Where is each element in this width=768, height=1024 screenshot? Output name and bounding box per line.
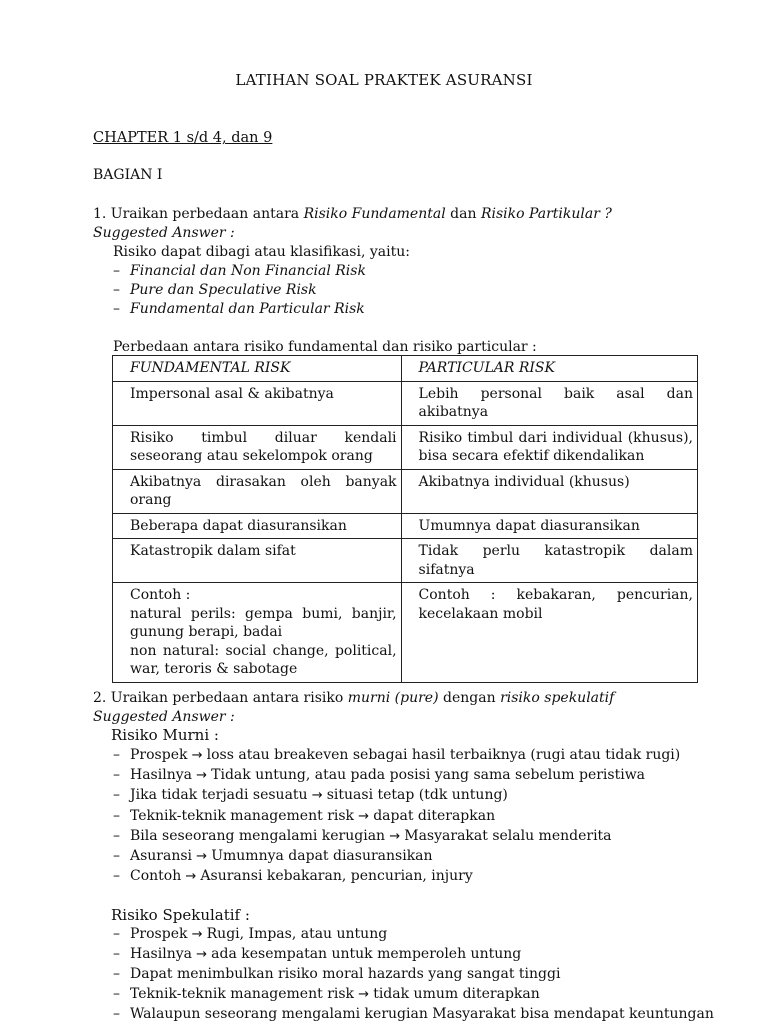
list-item xyxy=(0,746,768,765)
table-row xyxy=(113,513,698,539)
list-item-text xyxy=(130,867,473,886)
list-item-subject: Jika tidak terjadi sesuatu xyxy=(130,787,308,804)
question-1-prefix: 1. Uraikan perbedaan antara xyxy=(93,206,304,222)
list-item-result: Tidak untung, atau pada posisi yang sama sebelum peristiwa xyxy=(211,767,646,784)
bullet-dash: – xyxy=(113,986,120,1002)
list-item-subject: Hasilnya xyxy=(130,946,192,962)
table-header-fundamental: FUNDAMENTAL RISK xyxy=(113,356,402,382)
list-item xyxy=(0,867,768,886)
question-2 xyxy=(93,689,614,708)
table-cell xyxy=(113,583,402,683)
table-row xyxy=(113,469,698,513)
list-item xyxy=(0,262,768,281)
list-item-result: situasi tetap (tdk untung) xyxy=(326,787,508,804)
list-item-text xyxy=(130,766,645,785)
list-item-subject: Walaupun seseorang mengalami kerugian Masyarakat bisa mendapat keuntungan xyxy=(130,1006,714,1022)
list-item-text: Fundamental dan Particular Risk xyxy=(130,301,365,317)
question-2-term-2: risiko spekulatif xyxy=(500,690,615,706)
list-item-subject: Prospek xyxy=(130,747,188,763)
right-arrow-icon: → xyxy=(354,987,374,1002)
bullet-dash: – xyxy=(113,301,120,317)
bullet-dash: – xyxy=(113,807,120,824)
list-item-text xyxy=(130,807,495,826)
table-row xyxy=(113,425,698,469)
question-1-intro: Risiko dapat dibagi atau klasifikasi, yaitu: xyxy=(113,244,410,260)
section-heading: BAGIAN I xyxy=(93,167,163,183)
table-header-particular: PARTICULAR RISK xyxy=(401,356,697,382)
question-2-mid: dengan xyxy=(438,690,501,706)
list-item-text xyxy=(130,847,433,866)
table-cell: Risiko timbul dari individual (khusus), bisa secara efektif dikendalikan xyxy=(401,425,697,469)
list-item-result: ada kesempatan untuk memperoleh untung xyxy=(211,946,522,962)
bullet-dash: – xyxy=(113,263,120,279)
list-item xyxy=(0,786,768,805)
risiko-spekulatif-heading: Risiko Spekulatif : xyxy=(111,906,250,924)
document-title: LATIHAN SOAL PRAKTEK ASURANSI xyxy=(235,71,533,89)
bullet-dash: – xyxy=(113,946,120,962)
list-item xyxy=(0,827,768,846)
table-cell: Akibatnya individual (khusus) xyxy=(401,469,697,513)
table-cell: Tidak perlu katastropik dalam sifatnya xyxy=(401,539,697,583)
table-row xyxy=(113,381,698,425)
list-item xyxy=(0,965,768,984)
table-cell: Contoh : kebakaran, pencurian, kecelakaan mobil xyxy=(401,583,697,683)
table-header-row xyxy=(113,356,698,382)
list-item xyxy=(0,985,768,1004)
right-arrow-icon: → xyxy=(181,869,201,885)
risiko-murni-heading: Risiko Murni : xyxy=(111,726,219,744)
list-item xyxy=(0,847,768,866)
table-intro: Perbedaan antara risiko fundamental dan risiko particular : xyxy=(113,339,537,355)
list-item-subject: Hasilnya xyxy=(130,767,192,784)
table-row xyxy=(113,583,698,683)
question-1 xyxy=(93,205,612,224)
list-item-text xyxy=(130,985,540,1004)
list-item-text xyxy=(130,945,521,964)
list-item-result: tidak umum diterapkan xyxy=(373,986,540,1002)
list-item-text: Pure dan Speculative Risk xyxy=(130,282,317,298)
bullet-dash: – xyxy=(113,282,120,298)
table-row xyxy=(113,539,698,583)
example-non-natural: non natural: social change, political, war, teroris & sabotage xyxy=(130,642,397,677)
list-item-subject: Dapat menimbulkan risiko moral hazards yang sangat tinggi xyxy=(130,966,561,982)
chapter-heading: CHAPTER 1 s/d 4, dan 9 xyxy=(93,130,273,146)
right-arrow-icon: → xyxy=(192,849,212,864)
right-arrow-icon: → xyxy=(187,748,207,763)
list-item-text: Financial dan Non Financial Risk xyxy=(130,263,366,279)
table-cell: Beberapa dapat diasuransikan xyxy=(113,513,402,539)
right-arrow-icon: → xyxy=(307,788,327,804)
question-1-term-2: Risiko Partikular ? xyxy=(480,206,612,222)
bullet-dash: – xyxy=(113,767,120,784)
bullet-dash: – xyxy=(113,827,120,844)
question-2-suggested-answer: Suggested Answer : xyxy=(93,709,235,725)
bullet-dash: – xyxy=(113,848,120,864)
list-item-text xyxy=(130,746,680,765)
list-item-text xyxy=(130,1005,714,1024)
list-item xyxy=(0,766,768,785)
list-item-text xyxy=(130,925,387,944)
list-item-text xyxy=(130,965,560,984)
right-arrow-icon: → xyxy=(191,947,212,962)
question-1-suggested-answer: Suggested Answer : xyxy=(93,225,235,241)
table-cell: Akibatnya dirasakan oleh banyak orang xyxy=(113,469,402,513)
list-item-text xyxy=(130,786,508,805)
table-cell: Risiko timbul diluar kendali seseorang atau sekelompok orang xyxy=(113,425,402,469)
example-natural-perils: natural perils: gempa bumi, banjir, gunung berapi, badai xyxy=(130,605,397,640)
table-cell: Katastropik dalam sifat xyxy=(113,539,402,583)
list-item-result: Umumnya dapat diasuransikan xyxy=(211,848,433,864)
right-arrow-icon: → xyxy=(385,828,405,844)
list-item-subject: Bila seseorang mengalami kerugian xyxy=(130,827,386,844)
bullet-dash: – xyxy=(113,787,120,804)
table-cell: Impersonal asal & akibatnya xyxy=(113,381,402,425)
bullet-dash: – xyxy=(113,966,120,982)
list-item-subject: Contoh xyxy=(130,868,182,885)
list-item-result: Rugi, Impas, atau untung xyxy=(206,926,388,942)
bullet-dash: – xyxy=(113,868,120,885)
question-1-term-1: Risiko Fundamental xyxy=(303,206,446,222)
table-cell: Umumnya dapat diasuransikan xyxy=(401,513,697,539)
list-item xyxy=(0,281,768,300)
right-arrow-icon: → xyxy=(187,927,207,942)
right-arrow-icon: → xyxy=(354,808,374,824)
list-item-subject: Asuransi xyxy=(130,848,193,864)
table-cell: Lebih personal baik asal dan akibatnya xyxy=(401,381,697,425)
right-arrow-icon: → xyxy=(191,768,212,784)
list-item-subject: Teknik-teknik management risk xyxy=(130,807,355,824)
risk-comparison-table xyxy=(112,355,698,683)
list-item-result: dapat diterapkan xyxy=(373,807,496,824)
list-item-text xyxy=(130,827,612,846)
list-item-result: loss atau breakeven sebagai hasil terbaiknya (rugi atau tidak rugi) xyxy=(206,747,681,763)
question-2-term-1: murni (pure) xyxy=(347,690,439,706)
list-item-subject: Teknik-teknik management risk xyxy=(130,986,355,1002)
list-item xyxy=(0,807,768,826)
question-2-prefix: 2. Uraikan perbedaan antara risiko xyxy=(93,690,348,706)
list-item xyxy=(0,1005,768,1024)
list-item-subject: Prospek xyxy=(130,926,188,942)
list-item-result: Asuransi kebakaran, pencurian, injury xyxy=(200,868,473,885)
bullet-dash: – xyxy=(113,747,120,763)
list-item xyxy=(0,300,768,319)
list-item xyxy=(0,945,768,964)
bullet-dash: – xyxy=(113,1006,120,1022)
bullet-dash: – xyxy=(113,926,120,942)
question-1-mid: dan xyxy=(445,206,481,222)
list-item-result: Masyarakat selalu menderita xyxy=(404,827,612,844)
example-label: Contoh : xyxy=(130,587,191,603)
list-item xyxy=(0,925,768,944)
